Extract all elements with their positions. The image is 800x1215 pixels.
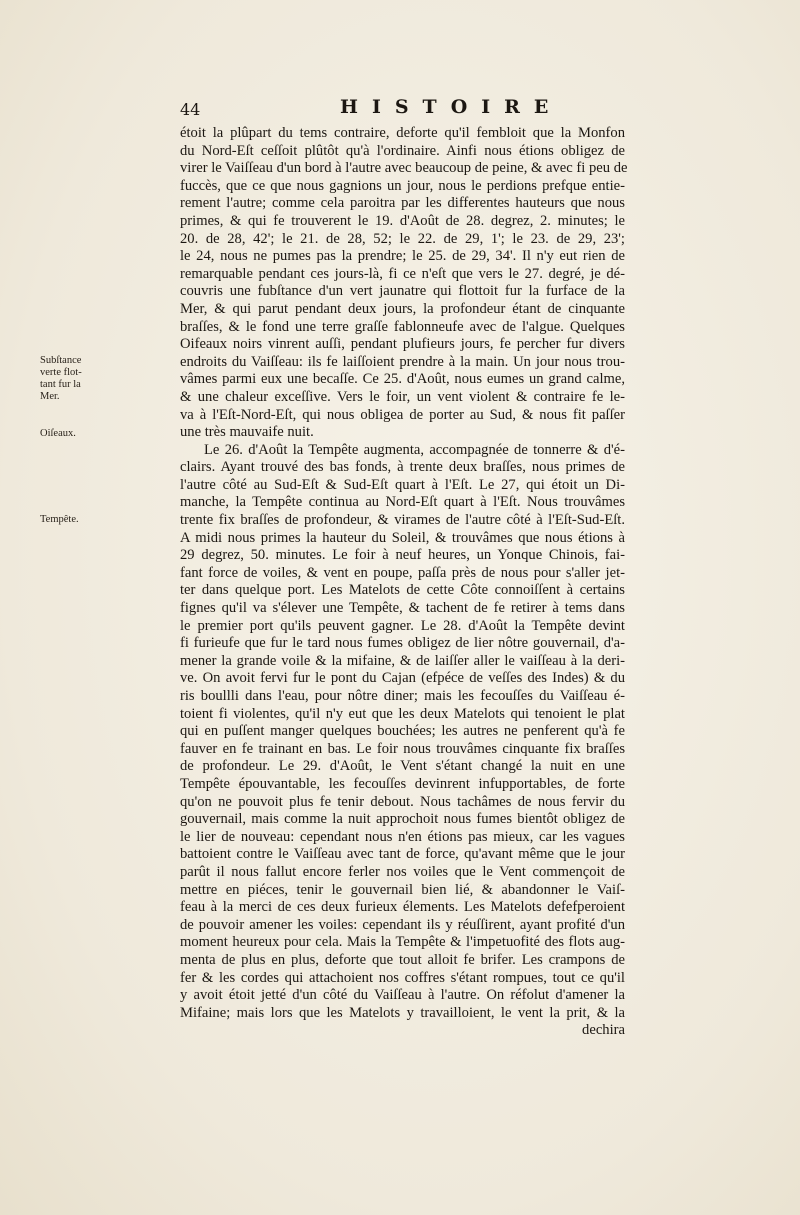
text-line: fer & les cordes qui attachoient nos coffres s'étant rompues, tout ce qu'il: [180, 969, 625, 986]
text-line: le lier de nouveau: cependant nous n'en étions pas mieux, car les vagues: [180, 828, 625, 845]
text-line: le 24, nous ne pumes pas la prendre; le 25. de 29, 34'. Il n'y eut rien de: [180, 248, 625, 265]
text-line: va à l'Eſt-Nord-Eſt, qui nous obligea de porter au Sud, & nous fit paſſer: [180, 406, 625, 423]
text-line: rement l'autre; comme cela paroitra par les differentes hauteurs que nous: [180, 195, 625, 212]
text-line: A midi nous primes la hauteur du Soleil, & trouvâmes que nous étions à: [180, 529, 625, 546]
text-line: dechira: [582, 1022, 625, 1039]
text-line: fauver en fe trainant en bas. Le foir nous trouvâmes cinquante fix braſſes: [180, 740, 625, 757]
text-line: Le 26. d'Août la Tempête augmenta, accompagnée de tonnerre & d'é-: [204, 441, 625, 458]
text-line: mettre en piéces, tenir le gouvernail bien lié, & abandonner le Vaiſ-: [180, 881, 625, 898]
text-line: fignes qu'il va s'élever une Tempête, & tachent de fe retirer à tems dans: [180, 600, 625, 617]
text-line: étoit la plûpart du tems contraire, deforte qu'il fembloit que la Monfon: [180, 125, 625, 141]
text-line: endroits du Vaiſſeau: ils fe laiſſoient prendre à la main. Un jour nous trou-: [180, 353, 625, 370]
text-line: y avoit étoit jetté d'un côté du Vaiſſeau à l'autre. On réfolut d'amener la: [180, 987, 625, 1004]
text-line: virer le Vaiſſeau d'un bord à l'autre avec beaucoup de peine, & avec fi peu de: [180, 160, 628, 177]
text-line: 29 degrez, 50. minutes. Le foir à neuf heures, un Yonque Chinois, fai-: [180, 547, 625, 564]
text-line: fi furieufe que fur le tard nous fumes obligez de lier nôtre gouvernail, d'a-: [180, 635, 625, 652]
text-line: qu'on ne pouvoit plus fe tenir debout. Nous tachâmes de nous fervir du: [180, 793, 625, 810]
text-line: feau à la merci de ces deux furieux élements. Les Matelots defefperoient: [180, 899, 625, 916]
text-line: une très mauvaife nuit.: [180, 424, 314, 441]
body-text: [180, 125, 628, 1040]
text-line: ve. On avoit fervi fur le pont du Cajan (efpéce de veſſes des Indes) & du: [180, 670, 625, 687]
text-line: qui en puſſent manger quelques bouchées; les autres ne penferent qu'à fe: [180, 723, 625, 740]
text-line: parût il nous fallut encore ferler nos voiles que le Vent commençoit de: [180, 863, 625, 880]
text-line: Tempête épouvantable, les fecouſſes devinrent infupportables, de forte: [180, 775, 625, 792]
text-line: ris boullli dans l'eau, pour nôtre diner; mais les fecouſſes du Vaiſſeau é-: [180, 688, 625, 704]
text-line: remarquable pendant ces jours-là, fi ce n'eſt que vers le 27. degré, je dé-: [180, 265, 625, 282]
running-title: HISTOIRE: [340, 96, 563, 118]
text-line: trente fix braſſes de profondeur, & virames de l'autre côté à l'Eſt-Sud-Eſt.: [180, 512, 625, 529]
text-line: le premier port qu'ils peuvent gagner. Le 28. d'Août la Tempête devint: [180, 617, 625, 634]
margin-note-storm: Tempête.: [40, 514, 79, 525]
text-line: primes, & qui fe trouverent le 19. d'Août de 28. degrez, 2. minutes; le: [180, 212, 625, 229]
text-line: Mifaine; mais lors que les Matelots y travailloient, le vent la prit, & la: [180, 1004, 625, 1021]
text-line: & une chaleur exceſſive. Vers le foir, un vent violent & contraire fe le-: [180, 388, 625, 405]
text-line: menta de plus en plus, deforte que tout alloit fe brifer. Les crampons de: [180, 951, 625, 968]
page-number: 44: [180, 100, 201, 119]
text-line: fant force de voiles, & vent en poupe, paſſa près de nous pour s'aller jet-: [180, 564, 625, 581]
text-line: moment heureux pour cela. Mais la Tempête & l'impetuofité des flots aug-: [180, 934, 625, 951]
text-line: Mer, & qui parut pendant deux jours, la profondeur étant de cinquante: [180, 300, 625, 317]
text-line: du Nord-Eſt ceſſoit plûtôt qu'à l'ordinaire. Ainfi nous étions obligez de: [180, 142, 625, 159]
text-line: de profondeur. Le 29. d'Août, le Vent s'étant changé la nuit en une: [180, 758, 625, 775]
text-line: ter dans quelque port. Les Matelots de cette Côte connoiſſent à certains: [180, 582, 625, 599]
text-line: vâmes parmi eux une becaſſe. Ce 25. d'Août, nous eumes un grand calme,: [180, 371, 625, 388]
text-line: battoient contre le Vaiſſeau avec tant de force, qu'avant même que le jour: [180, 846, 625, 863]
margin-note-birds: Oiſeaux.: [40, 428, 76, 439]
text-line: l'autre côté au Sud-Eſt & Sud-Eſt quart à l'Eſt. Le 27, qui étoit un Di-: [180, 476, 625, 493]
text-line: fuccès, que ce que nous gagnions un jour, nous le perdions prefque entie-: [180, 177, 625, 194]
margin-note-substance: Subſtance verte flot- tant fur la Mer.: [40, 355, 82, 402]
text-line: Oifeaux noirs vinrent auſſi, pendant plufieurs jours, fe percher fur divers: [180, 336, 625, 353]
text-line: braſſes, & le fond une terre graſſe fablonneufe avec de l'algue. Quelques: [180, 318, 625, 335]
page-header: [180, 96, 630, 124]
text-line: de pouvoir amener les voiles: cependant ils y réuſſirent, ayant profité d'un: [180, 916, 625, 933]
text-line: gouvernail, mais comme la nuit approchoit nous fumes bientôt obligez de: [180, 811, 625, 828]
text-line: mener la grande voile & la mifaine, & de laiſſer aller le vaiſſeau à la deri-: [180, 652, 625, 669]
text-line: toient fi violentes, qu'il n'y eut que les deux Matelots qui tenoient le plat: [180, 705, 625, 722]
text-line: manche, la Tempête continua au Nord-Eſt quart à l'Eſt. Nous trouvâmes: [180, 494, 625, 511]
text-line: 20. de 28, 42'; le 21. de 28, 52; le 22. de 29, 1'; le 23. de 29, 23';: [180, 230, 625, 247]
text-line: clairs. Ayant trouvé des bas fonds, à trente deux braſſes, nous primes de: [180, 459, 625, 476]
text-line: couvris une fubſtance d'un vert jaunatre qui flottoit fur la furface de la: [180, 283, 625, 300]
